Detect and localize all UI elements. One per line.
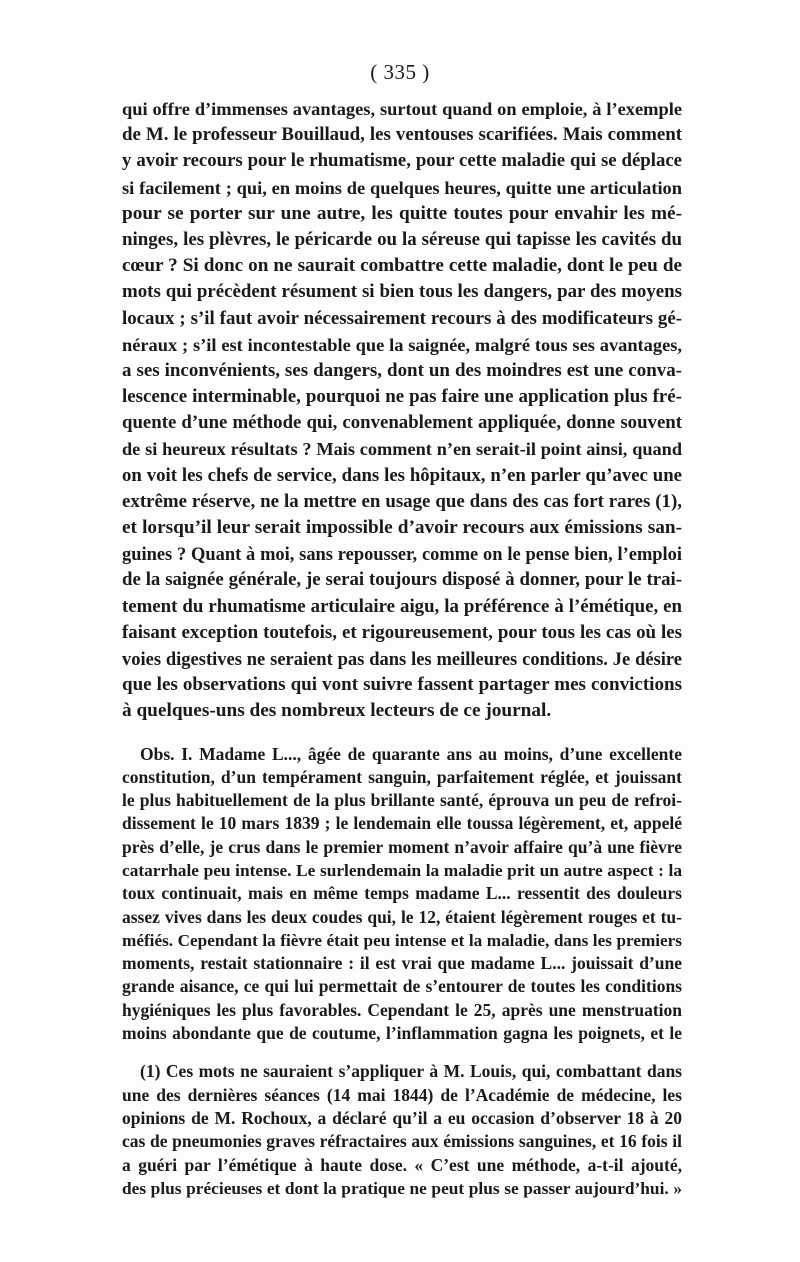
footnote-line: opinions de M. Rochoux, a déclaré qu’il a eu occasion d’observer 18 à 20: [122, 1107, 682, 1128]
footnote-line: cas de pneumonies graves réfractaires aux émissions sanguines, et 16 fois il: [122, 1131, 682, 1152]
text-line: si facilement ; qui, en moins de quelques heures, quitte une articulation: [122, 177, 682, 198]
page-number: ( 335 ): [370, 60, 430, 84]
text-line: grande aisance, ce qui lui permettait de s’entourer de toutes les conditions: [122, 976, 682, 997]
text-line: guines ? Quant à moi, sans repousser, comme on le pense bien, l’emploi: [122, 544, 682, 565]
footnote: [122, 1060, 682, 1200]
text-line: de M. le professeur Bouillaud, les ventouses scarifiées. Mais comment: [122, 124, 682, 146]
page-body: [122, 96, 682, 1200]
text-line: moments, restait stationnaire : il est vrai que madame L... jouissait d’une: [122, 953, 682, 974]
text-line: méfiés. Cependant la fièvre était peu intense et la maladie, dans les premiers: [122, 930, 682, 950]
text-line: à quelques-uns des nombreux lecteurs de ce journal.: [122, 700, 552, 722]
text-line: a ses inconvénients, ses dangers, dont un des moindres est une conva-: [122, 359, 682, 381]
text-line: tement du rhumatisme articulaire aigu, la préférence à l’émétique, en: [122, 595, 682, 617]
footnote-line: (1) Ces mots ne sauraient s’appliquer à M. Louis, qui, combattant dans: [140, 1061, 682, 1082]
text-line: mots qui précèdent résument si bien tous les dangers, par des moyens: [122, 281, 682, 303]
text-line: Obs. I. Madame L..., âgée de quarante ans au moins, d’une excellente: [140, 743, 682, 764]
text-line: qui offre d’immenses avantages, surtout quand on emploie, à l’exemple: [122, 99, 682, 119]
text-line: on voit les chefs de service, dans les hôpitaux, n’en parler qu’avec une: [122, 464, 682, 486]
text-line: faisant exception toutefois, et rigoureusement, pour tous les cas où les: [122, 621, 682, 643]
text-line: lescence interminable, pourquoi ne pas faire une application plus fré-: [122, 386, 682, 408]
text-line: néraux ; s’il est incontestable que la saignée, malgré tous ses avantages,: [122, 334, 682, 355]
text-line: près d’elle, je crus dans le premier moment n’avoir affaire qu’à une fièvre: [122, 836, 682, 857]
text-line: constitution, d’un tempérament sanguin, parfaitement réglée, et jouissant: [122, 766, 682, 787]
observation-paragraph: [122, 743, 682, 1046]
text-line: que les observations qui vont suivre fassent partager mes convictions: [122, 674, 682, 696]
text-line: voies digestives ne seraient pas dans les meilleures conditions. Je désire: [122, 648, 682, 669]
text-line: toux continuait, mais en même temps madame L... ressentit des douleurs: [122, 883, 682, 904]
text-line: quente d’une méthode qui, convenablement appliquée, donne souvent: [122, 412, 682, 434]
text-line: moins abondante que de coutume, l’inflammation gagna les poignets, et le: [122, 1023, 682, 1044]
text-line: hygiéniques les plus favorables. Cependant le 25, après une menstruation: [122, 999, 682, 1020]
footnote-line: une des dernières séances (14 mai 1844) de l’Académie de médecine, les: [122, 1084, 682, 1105]
text-line: pour se porter sur une autre, les quitte toutes pour envahir les mé-: [122, 202, 682, 224]
text-line: extrême réserve, ne la mettre en usage que dans des cas fort rares (1),: [122, 490, 682, 512]
footnote-line: a guéri par l’émétique à haute dose. « C’est une méthode, a-t-il ajouté,: [122, 1154, 682, 1175]
text-line: de la saignée générale, je serai toujours disposé à donner, pour le trai-: [122, 569, 682, 591]
main-paragraph: [122, 96, 682, 725]
text-line: et lorsqu’il leur serait impossible d’avoir recours aux émissions san-: [122, 517, 682, 538]
text-line: dissement le 10 mars 1839 ; le lendemain elle toussa légèrement, et, appelé: [122, 813, 682, 834]
text-line: le plus habituellement de la plus brillante santé, éprouva un peu de refroi-: [122, 790, 682, 811]
text-line: y avoir recours pour le rhumatisme, pour cette maladie qui se déplace: [122, 150, 682, 172]
text-line: ninges, les plèvres, le péricarde ou la séreuse qui tapisse les cavités du: [122, 228, 682, 250]
text-line: de si heureux résultats ? Mais comment n’en serait-il point ainsi, quand: [122, 439, 682, 460]
text-line: assez vives dans les deux coudes qui, le 12, étaient légèrement rouges et tu-: [122, 906, 682, 927]
text-line: locaux ; s’il faut avoir nécessairement recours à des modificateurs gé-: [122, 307, 682, 329]
text-line: catarrhale peu intense. Le surlendemain la maladie prit un autre aspect : la: [122, 860, 682, 880]
text-line: cœur ? Si donc on ne saurait combattre cette maladie, dont le peu de: [122, 255, 682, 277]
footnote-line: des plus précieuses et dont la pratique ne peut plus se passer aujourd’hui. »: [122, 1178, 682, 1198]
